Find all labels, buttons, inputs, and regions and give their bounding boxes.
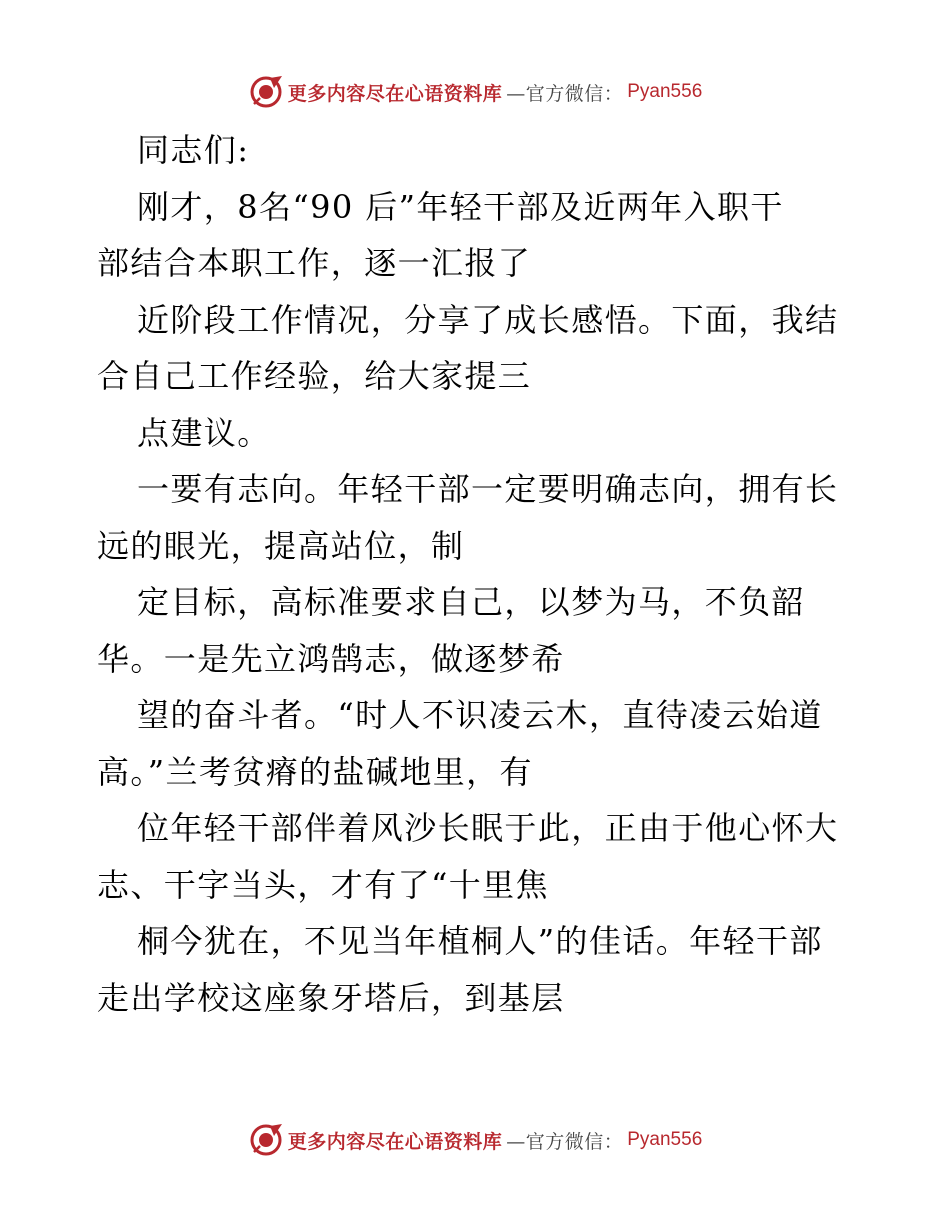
document-body bbox=[97, 122, 857, 1026]
text-line: 华。一是先立鸿鹄志，做逐梦希 bbox=[97, 639, 565, 678]
watermark-wechat-id: Pyan556 bbox=[627, 1129, 703, 1150]
watermark-brand: 更多内容尽在心语资料库 bbox=[287, 1130, 503, 1153]
text-line: 远的眼光，提高站位，制 bbox=[97, 526, 465, 565]
text-line: 走出学校这座象牙塔后，到基层 bbox=[97, 978, 565, 1017]
pen-seal-icon bbox=[248, 1122, 284, 1158]
text-line: 部结合本职工作，逐一汇报了 bbox=[97, 244, 532, 282]
text-line: 志、干字当头，才有了“十里焦 bbox=[97, 865, 549, 904]
text-line: 合自己工作经验，给大家提三 bbox=[97, 357, 532, 395]
pen-seal-icon bbox=[248, 74, 284, 110]
footer-watermark bbox=[0, 1120, 950, 1160]
text-line: 近阶段工作情况，分享了成长感悟。下面，我结 bbox=[137, 300, 839, 339]
text-line: 定目标，高标准要求自己，以梦为马，不负韶 bbox=[137, 583, 806, 621]
watermark-wechat-id: Pyan556 bbox=[627, 81, 703, 102]
text-line: 同志们: bbox=[137, 131, 250, 169]
text-line: 桐今犹在，不见当年植桐人”的佳话。年轻干部 bbox=[137, 922, 823, 960]
watermark-brand: 更多内容尽在心语资料库 bbox=[287, 82, 503, 105]
watermark-separator: —官方微信： bbox=[506, 1130, 624, 1153]
text-line: 一要有志向。年轻干部一定要明确志向，拥有长 bbox=[137, 470, 839, 508]
text-line: 位年轻干部伴着风沙长眠于此，正由于他心怀大 bbox=[137, 809, 839, 847]
text-line: 高。”兰考贫瘠的盐碱地里，有 bbox=[97, 752, 533, 791]
text-line: 刚才，8名“90 后”年轻干部及近两年入职干 bbox=[137, 187, 784, 226]
header-watermark bbox=[0, 72, 950, 112]
text-line: 望的奋斗者。“时人不识凌云木，直待凌云始道 bbox=[137, 696, 823, 734]
watermark-separator: —官方微信： bbox=[506, 82, 624, 105]
text-line: 点建议。 bbox=[137, 413, 271, 452]
